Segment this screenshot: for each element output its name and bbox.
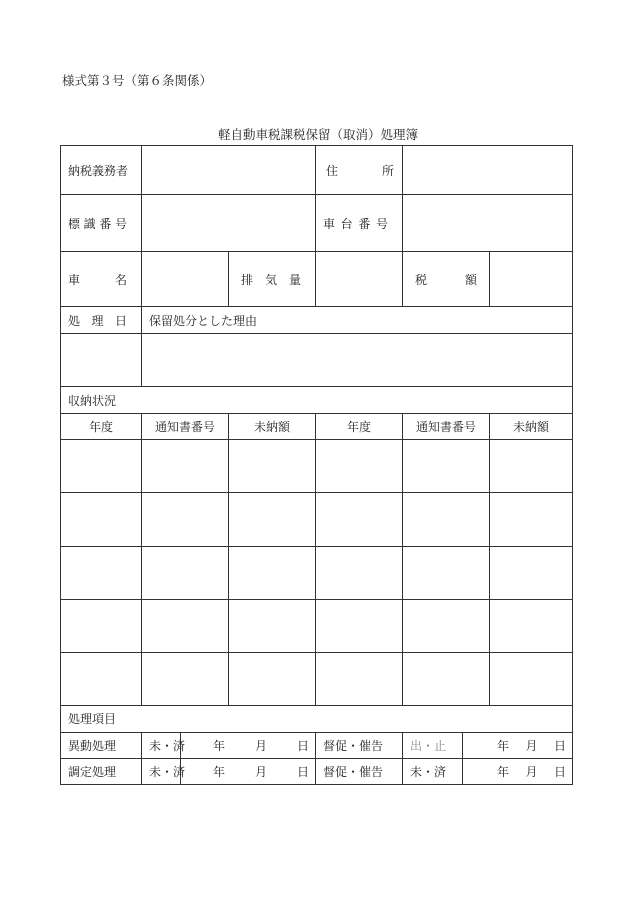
cell[interactable] [403, 546, 490, 599]
col-fiscal-year-2: 年度 [316, 414, 403, 440]
reminder-date[interactable]: 年 月 日 [463, 758, 573, 784]
cell[interactable] [142, 493, 229, 546]
cell[interactable] [61, 599, 142, 652]
reminder-date[interactable]: 年 月 日 [463, 732, 573, 758]
processing-date-field[interactable] [61, 334, 142, 387]
taxpayer-row [61, 146, 573, 195]
reason-label: 保留処分とした理由 [142, 307, 573, 334]
vehicle-name-field[interactable] [142, 252, 229, 307]
displacement-label: 排 気 量 [229, 252, 316, 307]
chassis-number-field[interactable] [403, 195, 573, 252]
plate-row [61, 195, 573, 252]
plate-number-field[interactable] [142, 195, 316, 252]
register-table [60, 145, 573, 785]
processing-date-label: 処 理 日 [61, 307, 142, 334]
address-label: 住 所 [316, 146, 403, 195]
cell[interactable] [316, 599, 403, 652]
processing-date-row [61, 307, 573, 334]
cell[interactable] [61, 546, 142, 599]
reminder-label: 督促・催告 [316, 732, 403, 758]
transfer-processing-label: 異動処理 [61, 732, 142, 758]
payment-row [61, 546, 573, 599]
reminder-status[interactable]: 未・済 [403, 758, 463, 784]
cell[interactable] [229, 546, 316, 599]
cell[interactable] [229, 493, 316, 546]
cell[interactable] [316, 546, 403, 599]
cell[interactable] [229, 652, 316, 705]
cell[interactable] [490, 546, 573, 599]
processing-items-row [61, 705, 573, 732]
payment-row [61, 652, 573, 705]
cell[interactable] [61, 440, 142, 493]
cell[interactable] [490, 493, 573, 546]
cell[interactable] [403, 493, 490, 546]
assessment-status[interactable]: 未・済 [142, 758, 181, 784]
cell[interactable] [61, 493, 142, 546]
cell[interactable] [316, 493, 403, 546]
cell[interactable] [490, 652, 573, 705]
address-field[interactable] [403, 146, 573, 195]
displacement-field[interactable] [316, 252, 403, 307]
assessment-processing-label: 調定処理 [61, 758, 142, 784]
payment-header-row [61, 414, 573, 440]
cell[interactable] [316, 652, 403, 705]
cell[interactable] [490, 599, 573, 652]
cell[interactable] [61, 652, 142, 705]
col-unpaid-amount-2: 未納額 [490, 414, 573, 440]
col-notice-number-1: 通知書番号 [142, 414, 229, 440]
cell[interactable] [229, 440, 316, 493]
cell[interactable] [403, 652, 490, 705]
vehicle-name-label: 車 名 [61, 252, 142, 307]
taxpayer-field[interactable] [142, 146, 316, 195]
payment-row [61, 440, 573, 493]
cell[interactable] [403, 599, 490, 652]
taxpayer-label: 納税義務者 [61, 146, 142, 195]
reason-field[interactable] [142, 334, 573, 387]
form-number: 様式第３号（第６条関係） [62, 73, 213, 88]
cell[interactable] [316, 440, 403, 493]
payment-row [61, 493, 573, 546]
chassis-number-label: 車 台 番 号 [316, 195, 403, 252]
tax-amount-label: 税 額 [403, 252, 490, 307]
cell[interactable] [229, 599, 316, 652]
reason-row [61, 334, 573, 387]
cell[interactable] [142, 546, 229, 599]
cell[interactable] [142, 599, 229, 652]
cell[interactable] [403, 440, 490, 493]
processing-items-label: 処理項目 [61, 705, 573, 732]
assessment-processing-row [61, 758, 573, 784]
transfer-status[interactable]: 未・済 [142, 732, 181, 758]
assessment-date[interactable]: 年 月 日 [181, 758, 316, 784]
col-fiscal-year-1: 年度 [61, 414, 142, 440]
col-notice-number-2: 通知書番号 [403, 414, 490, 440]
payment-status-label: 収納状況 [61, 387, 573, 414]
reminder-status[interactable]: 出・止 [403, 732, 463, 758]
payment-row [61, 599, 573, 652]
cell[interactable] [142, 652, 229, 705]
document-title: 軽自動車税課税保留（取消）処理簿 [217, 127, 418, 142]
tax-amount-field[interactable] [490, 252, 573, 307]
transfer-processing-row [61, 732, 573, 758]
cell[interactable] [490, 440, 573, 493]
cell[interactable] [142, 440, 229, 493]
plate-number-label: 標 識 番 号 [61, 195, 142, 252]
transfer-date[interactable]: 年 月 日 [181, 732, 316, 758]
payment-status-row [61, 387, 573, 414]
reminder-label: 督促・催告 [316, 758, 403, 784]
vehicle-row [61, 252, 573, 307]
col-unpaid-amount-1: 未納額 [229, 414, 316, 440]
